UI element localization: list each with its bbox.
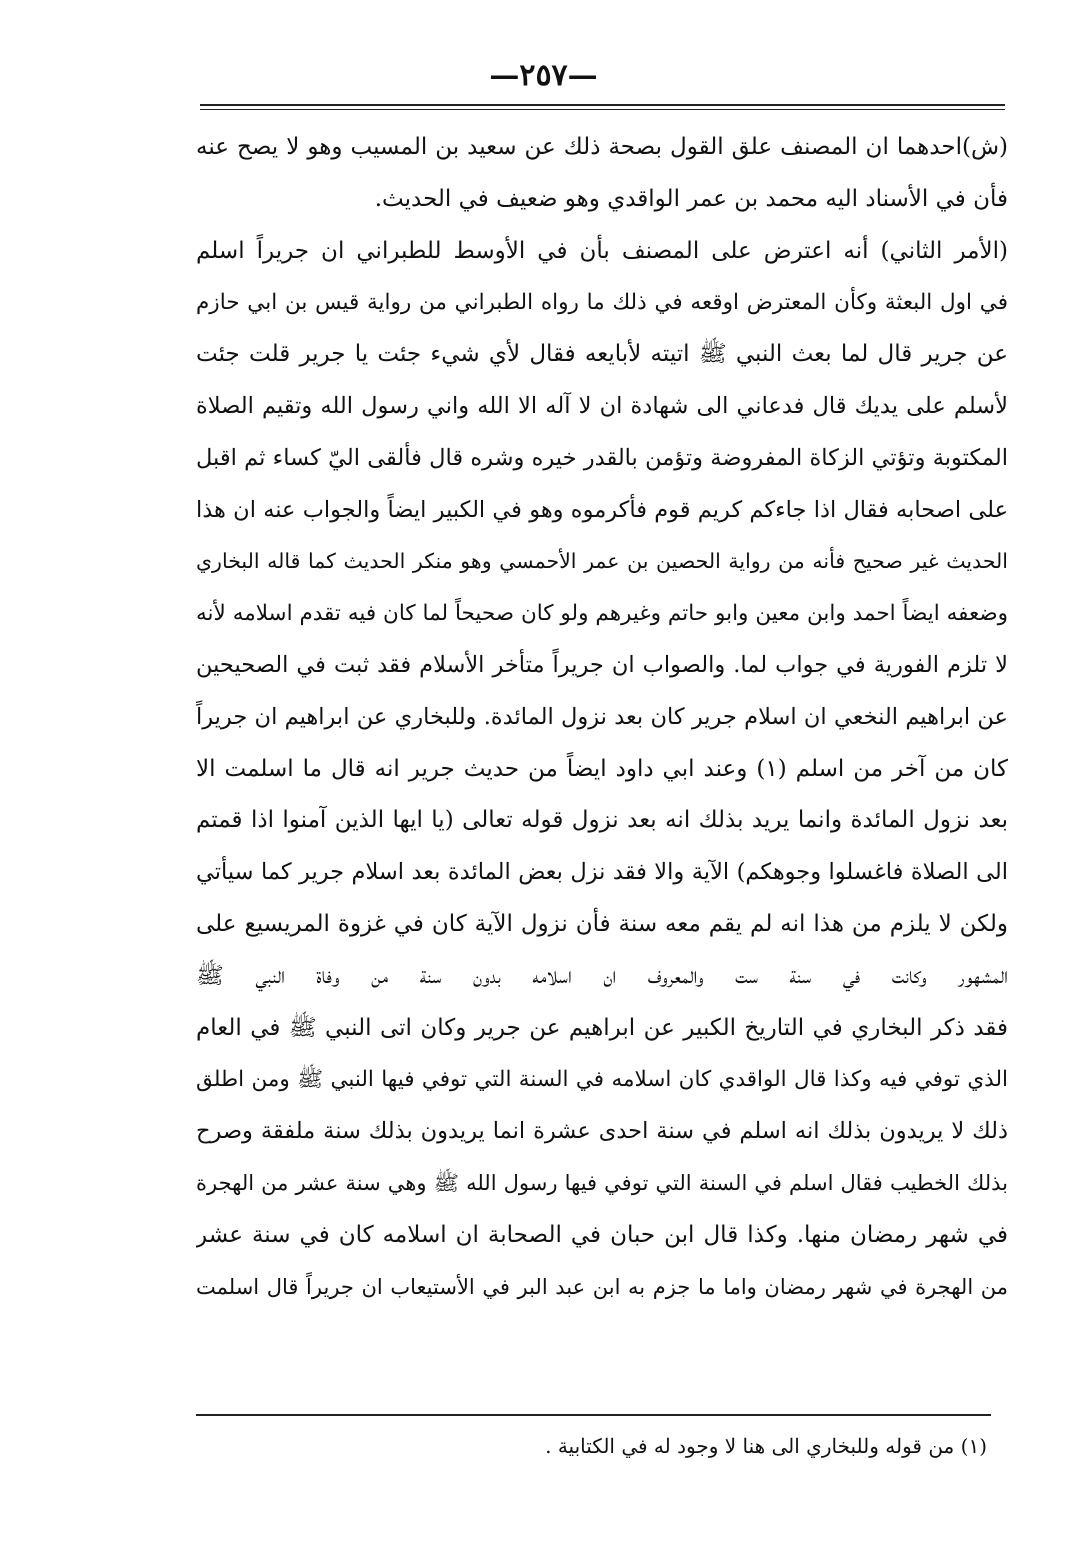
text-line: بذلك الخطيب فقال اسلم في السنة التي توفي فيها رسول الله ﷺ وهي سنة عشر من الهجرة: [196, 1170, 1008, 1195]
text-line: على اصحابه فقال اذا جاءكم كريم قوم فأكرموه وهو في الكبير ايضاً والجواب عنه ان هذا: [196, 496, 1008, 523]
text-line: الذي توفي فيه وكذا قال الواقدي كان اسلامه في السنة التي توفي فيها النبي ﷺ ومن اطلق: [196, 1067, 1008, 1093]
text-line: عن ابراهيم النخعي ان اسلام جرير كان بعد نزول المائدة. وللبخاري عن ابراهيم ان جريراً: [196, 703, 1008, 730]
main-text: [196, 122, 1008, 1313]
text-line: من الهجرة في شهر رمضان واما ما جزم به ابن عبد البر في الأستيعاب ان جريراً قال اسلمت: [196, 1274, 1008, 1299]
text-line: المشهور وكانت في سنة ست والمعروف ان اسلامه بدون سنة من وفاة النبي ﷺ: [196, 962, 1008, 989]
text-line: في شهر رمضان منها. وكذا قال ابن حبان في الصحابة ان اسلامه كان في سنة عشر: [196, 1221, 1008, 1248]
text-line: الى الصلاة فاغسلوا وجوهكم) الآية والا فقد نزل بعض المائدة بعد اسلام جرير كما سيأتي: [196, 859, 1008, 886]
text-line: ولكن لا يلزم من هذا انه لم يقم معه سنة فأن نزول الآية كان في غزوة المريسيع على: [196, 910, 1008, 937]
text-line: لا تلزم الفورية في جواب لما. والصواب ان جريراً متأخر الأسلام فقد ثبت في الصحيحين: [196, 651, 1008, 678]
text-line: كان من آخر من اسلم (١) وعند ابي داود ايضاً من حديث جرير انه قال ما اسلمت الا: [196, 755, 1008, 782]
text-line: فقد ذكر البخاري في التاريخ الكبير عن ابراهيم عن جرير وكان اتى النبي ﷺ في العام: [196, 1014, 1008, 1041]
text-line: وضعفه ايضاً احمد وابن معين وابو حاتم وغيرهم ولو كان صحيحاً لما كان فيه تقدم اسلامه لأنه: [196, 601, 1008, 627]
header-rule: [200, 104, 1005, 110]
text-line: ذلك لا يريدون بذلك انه اسلم في سنة احدى عشرة انما يريدون بذلك سنة ملفقة وصرح: [196, 1118, 1008, 1145]
footnote-rule: [196, 1414, 991, 1416]
text-line: بعد نزول المائدة وانما يريد بذلك انه بعد نزول قوله تعالى (يا ايها الذين آمنوا اذا قمتم: [196, 807, 1008, 834]
text-line: الحديث غير صحيح فأنه من رواية الحصين بن عمر الأحمسي وهو منكر الحديث كما قاله البخاري: [196, 549, 1008, 574]
text-line: (الأمر الثاني) أنه اعترض على المصنف بأن في الأوسط للطبراني ان جريراً اسلم: [196, 237, 1008, 264]
text-line: في اول البعثة وكأن المعترض اوقعه في ذلك ما رواه الطبراني من رواية قيس بن ابي حازم: [196, 290, 1008, 316]
text-line: لأسلم على يديك قال فدعاني الى شهادة ان لا آله الا الله واني رسول الله وتقيم الصلاة: [196, 392, 1008, 419]
footnote: (١) من قوله وللبخاري الى هنا لا وجود له في الكتابية .: [545, 1434, 987, 1458]
text-line: فأن في الأسناد اليه محمد بن عمر الواقدي وهو ضعيف في الحديث.: [374, 185, 1008, 212]
text-line: (ش)احدهما ان المصنف علق القول بصحة ذلك عن سعيد بن المسيب وهو لا يصح عنه: [196, 134, 1008, 160]
page-number: —٢٥٧—: [489, 58, 598, 93]
text-line: المكتوبة وتؤتي الزكاة المفروضة وتؤمن بالقدر خيره وشره قال فألقى اليّ كساء ثم اقبل: [196, 444, 1008, 471]
text-line: عن جرير قال لما بعث النبي ﷺ اتيته لأبايعه فقال لأي شيء جئت يا جرير قلت جئت: [196, 341, 1008, 368]
